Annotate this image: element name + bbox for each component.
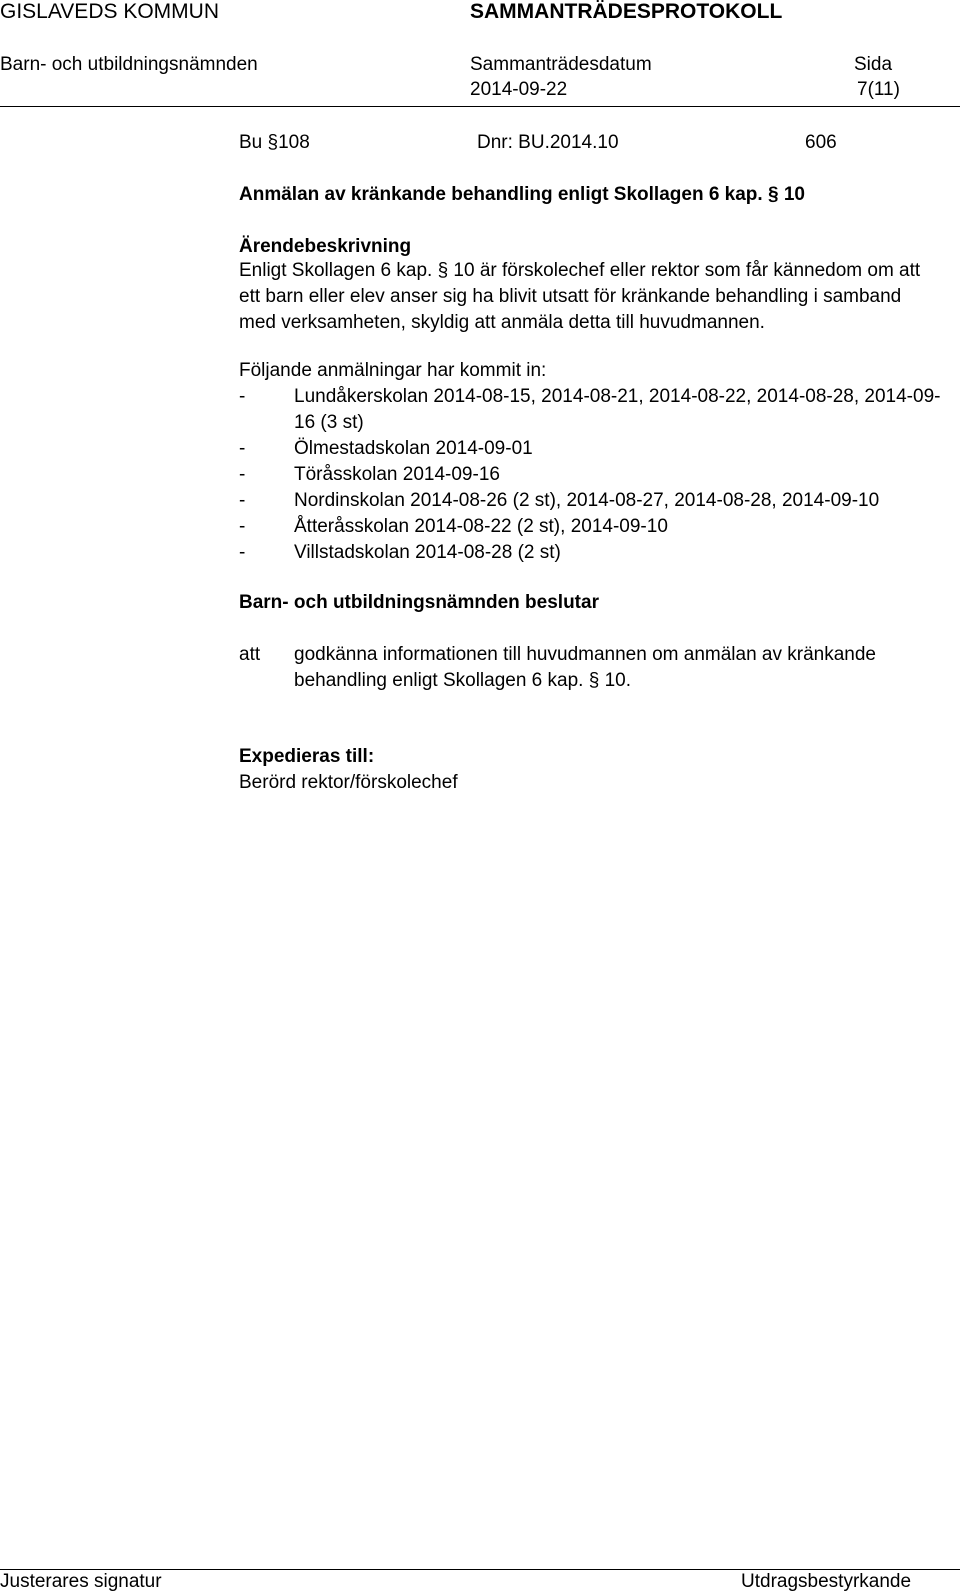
date-label: Sammanträdesdatum xyxy=(470,54,652,75)
list-item-text: Åtteråsskolan 2014-08-22 (2 st), 2014-09-10 xyxy=(294,516,668,537)
org-name: GISLAVEDS KOMMUN xyxy=(0,0,219,23)
case-title: Anmälan av kränkande behandling enligt Skollagen 6 kap. § 10 xyxy=(239,184,805,205)
list-dash: - xyxy=(239,490,246,511)
dispatch-heading: Expedieras till: xyxy=(239,746,375,767)
decision-text: godkänna informationen till huvudmannen om anmälan av kränkande behandling enligt Skollagen 6 kap. § 10. xyxy=(294,644,876,691)
decision-att: att xyxy=(239,644,261,665)
dispatch-recipient: Berörd rektor/förskolechef xyxy=(239,772,458,793)
list-item-text: Ölmestadskolan 2014-09-01 xyxy=(294,438,533,459)
decision-heading: Barn- och utbildningsnämnden beslutar xyxy=(239,592,599,613)
list-item-text: Töråsskolan 2014-09-16 xyxy=(294,464,500,485)
header-divider xyxy=(0,106,960,107)
case-dnr: Dnr: BU.2014.10 xyxy=(477,132,619,153)
list-item-text: Villstadskolan 2014-08-28 (2 st) xyxy=(294,542,561,563)
list-item xyxy=(239,384,939,436)
list-item xyxy=(239,462,939,488)
list-dash: - xyxy=(239,542,246,563)
page-label: Sida xyxy=(854,54,893,75)
description-text: Enligt Skollagen 6 kap. § 10 är förskolechef eller rektor som får kännedom om att ett barn eller elev anser sig ha blivit utsatt för kränkande behandling i samband med verksamheten, skyldig att anmäla detta till huvudmannen. xyxy=(239,260,921,333)
reports-intro: Följande anmälningar har kommit in: xyxy=(239,360,547,381)
list-item-text: Lundåkerskolan 2014-08-15, 2014-08-21, 2014-08-22, 2014-08-28, 2014-09-16 (3 st) xyxy=(294,386,941,433)
list-dash: - xyxy=(239,516,246,537)
footer-signature-label: Justerares signatur xyxy=(0,1571,162,1592)
doc-type: SAMMANTRÄDESPROTOKOLL xyxy=(470,0,783,23)
list-dash: - xyxy=(239,386,246,407)
committee-name: Barn- och utbildningsnämnden xyxy=(0,54,258,75)
page-value: 7(11) xyxy=(857,79,900,100)
list-item xyxy=(239,436,939,462)
list-item xyxy=(239,514,939,540)
date-value: 2014-09-22 xyxy=(470,79,568,100)
list-item xyxy=(239,540,939,566)
list-item-text: Nordinskolan 2014-08-26 (2 st), 2014-08-27, 2014-08-28, 2014-09-10 xyxy=(294,490,880,511)
list-dash: - xyxy=(239,438,246,459)
footer-certification-label: Utdragsbestyrkande xyxy=(741,1571,912,1592)
list-dash: - xyxy=(239,464,246,485)
footer-divider xyxy=(0,1569,960,1570)
case-code: 606 xyxy=(805,132,837,153)
case-number: Bu §108 xyxy=(239,132,310,153)
description-heading: Ärendebeskrivning xyxy=(239,236,412,257)
list-item xyxy=(239,488,939,514)
